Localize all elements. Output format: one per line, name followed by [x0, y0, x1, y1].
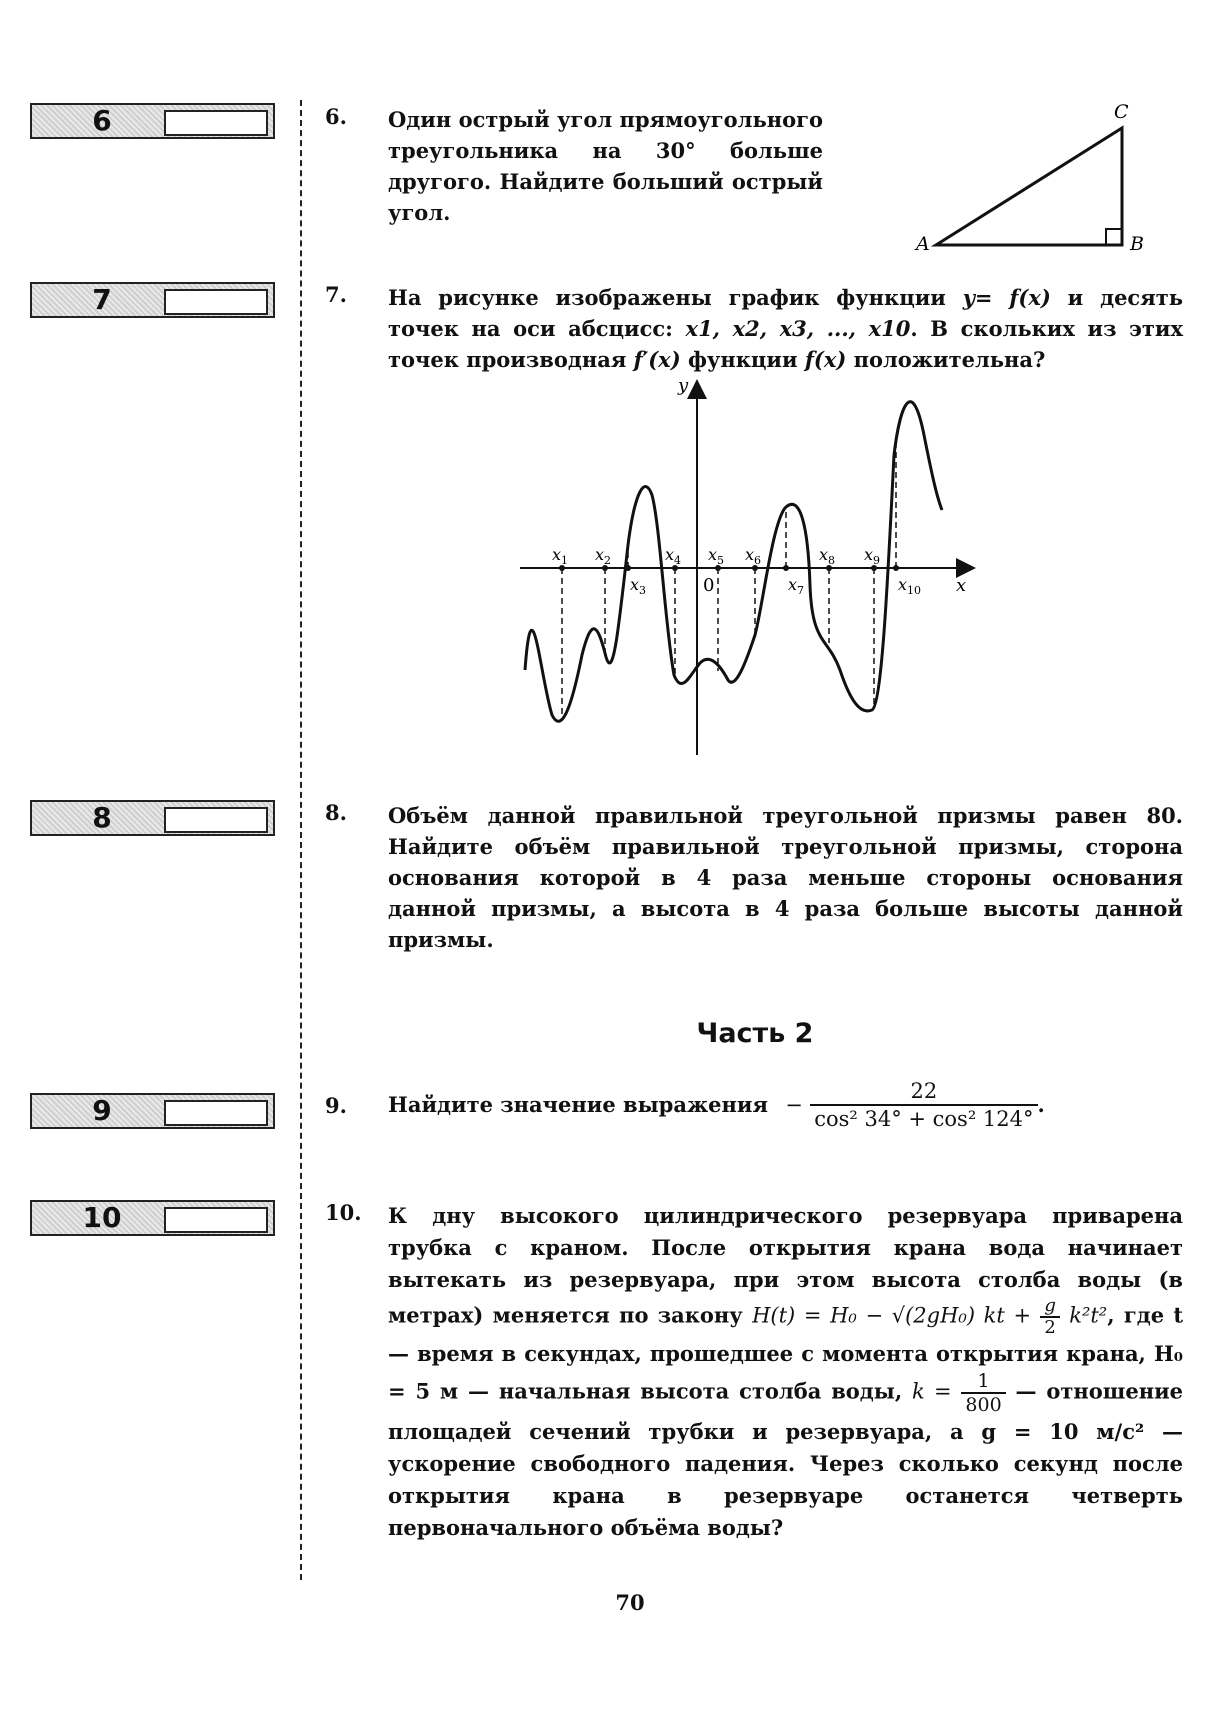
answer-box-number: 8	[92, 801, 112, 834]
answer-field[interactable]	[164, 1207, 268, 1233]
q7-text-part: функции	[680, 347, 805, 372]
q10-text-part: К дну высокого цилиндрического резервуара приварена трубка с краном. После открытия крана вода начинает вытекать из резервуара, при этом высота столба воды (в метрах) меняется по закону	[388, 1203, 1183, 1328]
origin-label: 0	[703, 575, 715, 596]
x-point-label: $x_{10}$	[898, 575, 922, 597]
answer-box-9	[30, 1093, 275, 1129]
q10-k-num: 1	[961, 1370, 1005, 1394]
x-point-label: $x_5$	[708, 545, 725, 567]
question-9-number: 9.	[325, 1093, 347, 1118]
q10-text-part: — отношение площадей сечений трубки и резервуара, а g = 10 м/с² — ускорение свободного падения. Через сколько секунд после открытия крана в резервуаре останется четверть первоначального объёма воды?	[388, 1378, 1184, 1540]
vertex-label-a: A	[916, 233, 930, 255]
question-8-text: Объём данной правильной треугольной призмы равен 80. Найдите объём правильной треугольной призмы, сторона основания которой в 4 раза меньше стороны основания данной призмы, а высота в 4 раза больше высоты данной призмы.	[388, 803, 1183, 952]
q9-end: .	[1037, 1092, 1045, 1117]
x-axis-label: x	[956, 575, 967, 596]
answer-box-10	[30, 1200, 275, 1236]
answer-field[interactable]	[164, 110, 268, 136]
question-7-number: 7.	[325, 282, 347, 307]
answer-box-number: 6	[92, 104, 112, 137]
q10-k-eq: k =	[912, 1379, 952, 1404]
q7-fx: f(x)	[804, 347, 847, 372]
answer-box-7	[30, 282, 275, 318]
triangle	[936, 128, 1122, 245]
q7-derivative: f′(x)	[633, 347, 681, 372]
q9-numerator: 22	[810, 1078, 1037, 1106]
vertex-label-c: C	[1114, 101, 1129, 123]
triangle-figure	[900, 100, 1160, 260]
q10-formula-tail: k²t²	[1069, 1303, 1108, 1328]
q10-formula: H(t) = H₀ − √(2gH₀) kt +	[752, 1303, 1032, 1328]
x-point-label: $x_9$	[864, 545, 881, 567]
axis-point	[625, 565, 631, 571]
x-point-label: $x_1$	[552, 545, 569, 567]
q7-function: y= f(x)	[962, 285, 1051, 310]
axis-point	[783, 565, 789, 571]
q7-text-part: и десять точек на оси абсцисс:	[388, 285, 1183, 341]
x-point-label: $x_6$	[745, 545, 762, 567]
question-10-number: 10.	[325, 1200, 362, 1225]
question-10-text	[388, 1200, 1183, 1544]
question-8-number: 8.	[325, 800, 347, 825]
answer-field[interactable]	[164, 289, 268, 315]
q7-text-part: На рисунке изображены график функции	[388, 285, 963, 310]
point-guides	[559, 445, 899, 715]
question-6-text: Один острый угол прямоугольного треугольника на 30° больше другого. Найдите больший острый угол.	[388, 107, 823, 225]
q10-g-over-2	[1040, 1296, 1060, 1338]
answer-box-6	[30, 103, 275, 139]
question-7-text	[388, 282, 1183, 375]
answer-box-8	[30, 800, 275, 836]
question-6-number: 6.	[325, 104, 347, 129]
answer-box-number: 10	[82, 1201, 122, 1234]
page-number: 70	[615, 1590, 645, 1615]
function-graph	[510, 375, 980, 760]
q7-points: x1, x2, x3, ..., x10	[685, 316, 911, 341]
q7-text-part: положительна?	[846, 347, 1046, 372]
q10-k-fraction	[961, 1370, 1005, 1416]
x-point-labels	[552, 545, 921, 597]
vertex-label-b: B	[1130, 233, 1144, 255]
cut-line	[300, 100, 302, 1580]
answer-field[interactable]	[164, 807, 268, 833]
q9-denominator: cos² 34° + cos² 124°	[814, 1107, 1034, 1131]
y-axis-label: y	[678, 375, 689, 396]
axis-point	[893, 565, 899, 571]
q7-text-part: . В скольких из этих точек производная	[388, 316, 1183, 372]
x-point-label: $x_2$	[595, 545, 612, 567]
right-angle-mark	[1106, 229, 1122, 245]
x-point-label: $x_4$	[665, 545, 682, 567]
q10-k-den: 800	[965, 1394, 1002, 1416]
answer-box-number: 7	[92, 283, 112, 316]
q10-two: 2	[1044, 1317, 1056, 1338]
q9-minus: −	[785, 1093, 803, 1117]
q10-g: g	[1040, 1296, 1060, 1318]
q9-text: Найдите значение выражения	[388, 1092, 768, 1117]
x-point-label: $x_8$	[819, 545, 836, 567]
x-point-label: $x_3$	[630, 575, 647, 597]
part-2-heading: Часть 2	[696, 1018, 814, 1049]
q10-text-part: , где t — время в секундах, прошедшее с момента открытия крана, H₀ = 5 м — начальная высота столба воды,	[388, 1302, 1184, 1404]
q9-fraction	[810, 1078, 1037, 1132]
answer-field[interactable]	[164, 1100, 268, 1126]
x-point-label: $x_7$	[788, 575, 805, 597]
question-9-text	[388, 1078, 1183, 1132]
answer-box-number: 9	[92, 1094, 112, 1127]
